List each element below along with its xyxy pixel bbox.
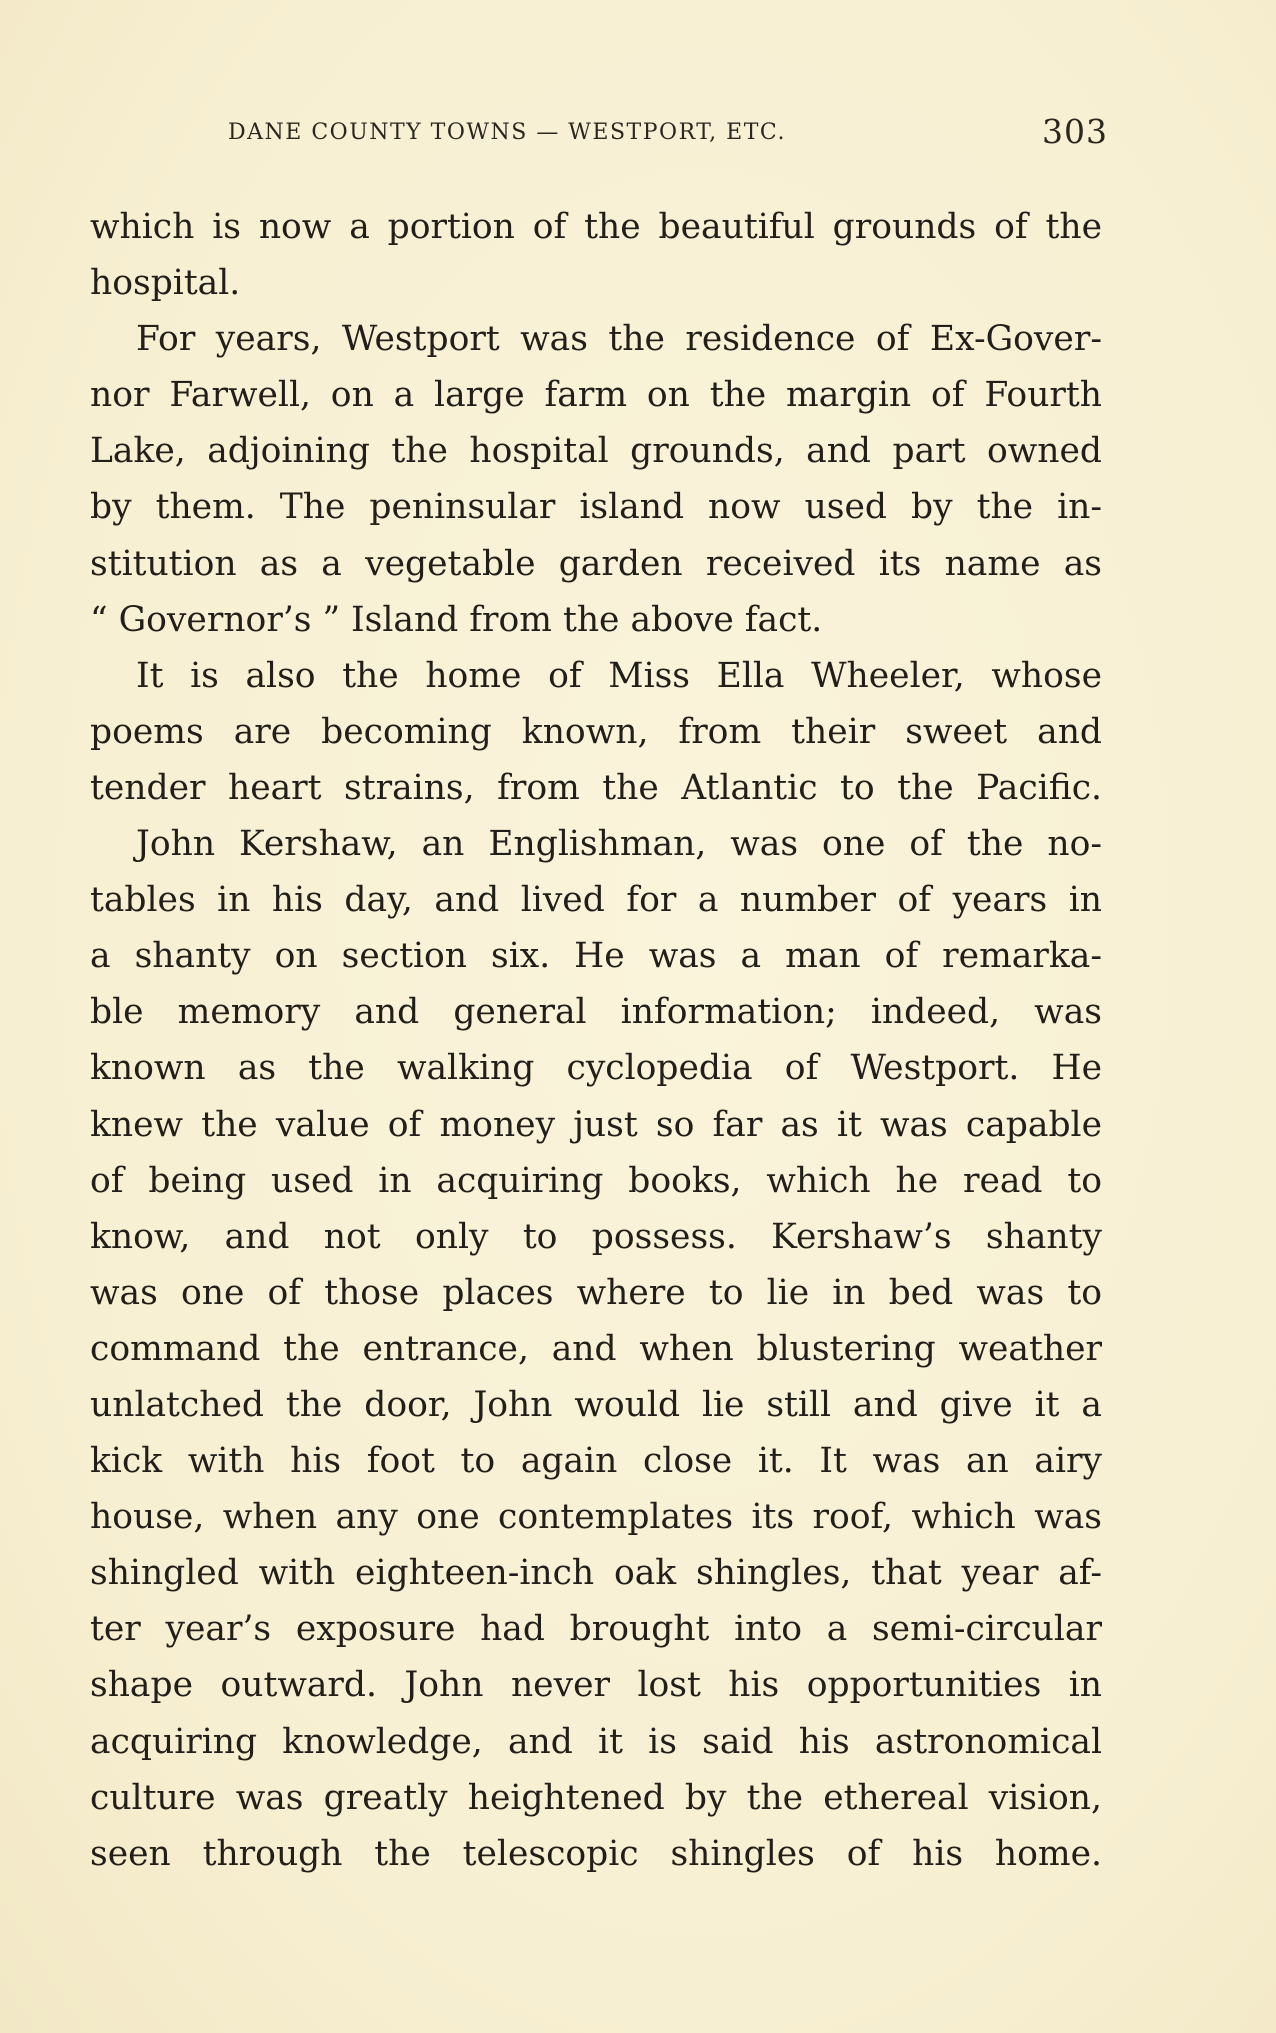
text-line: kick with his foot to again close it. It was an airy	[90, 1441, 1102, 1482]
text-line: acquiring knowledge, and it is said his astronomical	[90, 1721, 1102, 1762]
running-head	[228, 112, 1108, 156]
text-line: house, when any one contemplates its roof, which was	[90, 1497, 1102, 1538]
text-line: stitution as a vegetable garden received its name as	[90, 543, 1102, 584]
text-line: John Kershaw, an Englishman, was one of the no-	[136, 824, 1102, 865]
text-line: shingled with eighteen-inch oak shingles, that year af-	[90, 1553, 1102, 1594]
text-line: hospital.	[90, 263, 241, 304]
text-line: unlatched the door, John would lie still and give it a	[90, 1384, 1102, 1425]
running-title: DANE COUNTY TOWNS — WESTPORT, ETC.	[228, 120, 786, 145]
text-line: shape outward. John never lost his opportunities in	[90, 1665, 1102, 1706]
text-line: known as the walking cyclopedia of Westport. He	[90, 1048, 1102, 1089]
text-line: Lake, adjoining the hospital grounds, and part owned	[90, 431, 1102, 472]
text-line: which is now a portion of the beautiful grounds of the	[90, 207, 1102, 247]
paragraph-4	[90, 816, 1102, 1882]
text-line: ble memory and general information; indeed, was	[90, 992, 1102, 1033]
text-line: of being used in acquiring books, which he read to	[90, 1160, 1102, 1201]
text-line: tender heart strains, from the Atlantic to the Pacific.	[90, 767, 1102, 808]
body-text	[90, 199, 1102, 1882]
text-line: For years, Westport was the residence of Ex-Gover-	[136, 319, 1102, 360]
paragraph-2	[90, 311, 1102, 648]
text-line: command the entrance, and when blustering weather	[90, 1328, 1102, 1369]
text-line: “ Governor’s ” Island from the above fact.	[90, 599, 823, 640]
paragraph-3	[90, 648, 1102, 816]
text-line: a shanty on section six. He was a man of remarka-	[90, 936, 1102, 977]
text-line: by them. The peninsular island now used by the in-	[90, 487, 1102, 528]
text-line: poems are becoming known, from their sweet and	[90, 711, 1102, 752]
text-line: It is also the home of Miss Ella Wheeler, whose	[136, 655, 1102, 696]
text-line: knew the value of money just so far as it was capable	[90, 1104, 1102, 1145]
paragraph-1	[90, 199, 1102, 311]
page-number: 303	[1042, 112, 1108, 151]
text-line: know, and not only to possess. Kershaw’s shanty	[90, 1216, 1102, 1257]
text-line: ter year’s exposure had brought into a semi-circular	[90, 1609, 1102, 1650]
text-line: was one of those places where to lie in bed was to	[90, 1272, 1102, 1313]
text-line: nor Farwell, on a large farm on the margin of Fourth	[90, 375, 1102, 416]
text-line: culture was greatly heightened by the ethereal vision,	[90, 1777, 1102, 1818]
text-line: seen through the telescopic shingles of his home.	[90, 1833, 1102, 1874]
text-line: tables in his day, and lived for a number of years in	[90, 880, 1102, 921]
